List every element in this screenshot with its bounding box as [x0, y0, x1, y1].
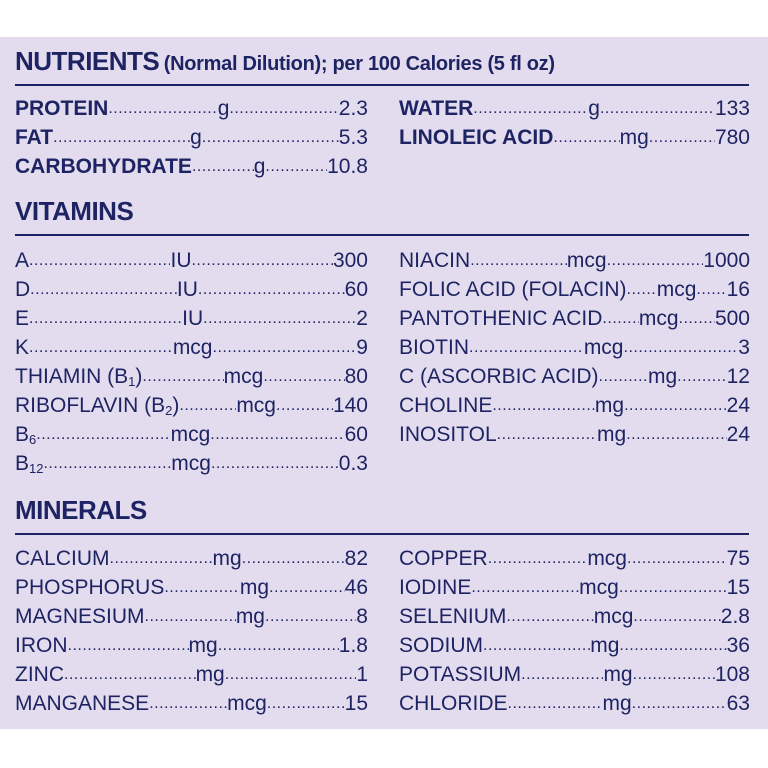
nutrient-row: [15, 246, 368, 275]
nutrient-subscript: 12: [29, 461, 44, 476]
dot-leader: [602, 304, 638, 333]
nutrient-name-text: THIAMIN (B: [15, 365, 129, 388]
dot-leader: [553, 123, 619, 152]
nutrient-name-text: B: [15, 423, 30, 446]
nutrient-subscript: 6: [29, 432, 37, 447]
nutrient-subscript: 1: [128, 374, 136, 389]
nutrient-name: [15, 544, 110, 573]
dot-leader: [36, 420, 170, 449]
nutrient-name: [15, 94, 108, 123]
dot-leader: [64, 660, 196, 689]
nutrient-row: [399, 631, 750, 660]
nutrient-name: [15, 631, 68, 660]
dot-leader: [627, 275, 657, 304]
nutrient-unit: mcg: [656, 278, 697, 301]
nutrient-name: [399, 660, 521, 689]
nutrient-name-text: POTASSIUM: [399, 663, 522, 686]
nutrient-name-suffix: ): [172, 394, 180, 417]
vitamins-title: VITAMINS: [15, 196, 134, 226]
nutrient-name-text: MANGANESE: [15, 692, 150, 715]
nutrients-header: [15, 46, 749, 86]
nutrient-unit: IU: [182, 307, 204, 330]
nutrient-name: [15, 449, 43, 478]
nutrient-unit: mcg: [223, 365, 264, 388]
nutrient-row: [399, 573, 750, 602]
nutrient-value: 500: [714, 307, 750, 330]
dot-leader: [624, 333, 739, 362]
nutrient-row: [15, 152, 368, 181]
nutrient-name-text: CHLORIDE: [399, 692, 508, 715]
dot-leader: [110, 544, 213, 573]
nutrient-unit: mg: [590, 634, 620, 657]
nutrient-name: [15, 573, 164, 602]
nutrient-row: [15, 123, 368, 152]
dot-leader: [619, 573, 727, 602]
dot-leader: [142, 362, 223, 391]
nutrient-value: 1000: [703, 249, 750, 272]
dot-leader: [202, 123, 339, 152]
nutrient-name-text: CHOLINE: [399, 394, 493, 417]
nutrient-row: [399, 333, 750, 362]
dot-leader: [633, 660, 715, 689]
nutrient-name-text: SODIUM: [399, 634, 483, 657]
nutrient-value: 8: [356, 605, 368, 628]
nutrient-name: [399, 602, 506, 631]
nutrient-name-text: MAGNESIUM: [15, 605, 145, 628]
nutrient-name: [15, 304, 29, 333]
nutrient-value: 24: [726, 394, 750, 417]
nutrient-value: 3: [738, 336, 750, 359]
minerals-left-list: [15, 544, 368, 718]
nutrient-name: [15, 420, 36, 449]
nutrient-value: 2.8: [720, 605, 750, 628]
nutrient-unit: mcg: [579, 576, 619, 599]
minerals-title: MINERALS: [15, 495, 147, 525]
dot-leader: [267, 689, 345, 718]
nutrients-right-list: [399, 94, 750, 152]
nutrient-unit: mg: [603, 663, 633, 686]
dot-leader: [600, 94, 715, 123]
nutrient-row: [15, 449, 368, 478]
nutrient-unit: mg: [594, 394, 625, 417]
nutrient-value: 15: [344, 692, 368, 715]
nutrient-unit: g: [190, 126, 202, 149]
nutrient-unit: mg: [212, 547, 242, 570]
nutrients-title: NUTRIENTS: [15, 46, 160, 76]
minerals-right-list: [399, 544, 750, 718]
nutrient-name: [15, 275, 30, 304]
nutrient-unit: mcg: [172, 336, 213, 359]
nutrient-unit: g: [588, 97, 600, 120]
nutrient-name-text: PROTEIN: [15, 97, 109, 120]
nutrient-unit: mcg: [227, 692, 267, 715]
nutrient-value: 133: [714, 97, 750, 120]
nutrient-unit: mcg: [583, 336, 624, 359]
nutrient-name: [399, 304, 602, 333]
dot-leader: [145, 602, 236, 631]
dot-leader: [679, 304, 715, 333]
dot-leader: [225, 660, 357, 689]
nutrients-left-list: [15, 94, 368, 181]
nutrient-name: [399, 544, 488, 573]
dot-leader: [471, 573, 579, 602]
dot-leader: [213, 333, 357, 362]
dot-leader: [607, 246, 704, 275]
nutrient-name-text: FOLIC ACID (FOLACIN): [399, 278, 627, 301]
nutrient-unit: mcg: [171, 452, 211, 475]
dot-leader: [149, 689, 227, 718]
nutrient-unit: mg: [597, 423, 627, 446]
nutrient-unit: mcg: [236, 394, 276, 417]
dot-leader: [483, 631, 590, 660]
nutrient-name-text: IODINE: [399, 576, 472, 599]
nutrient-value: 63: [726, 692, 750, 715]
nutrient-unit: mcg: [170, 423, 211, 446]
nutrient-name-text: COPPER: [399, 547, 488, 570]
nutrient-value: 1.8: [338, 634, 368, 657]
nutrient-name-text: WATER: [399, 97, 474, 120]
vitamins-left-list: [15, 246, 368, 478]
nutrient-value: 2: [356, 307, 368, 330]
nutrient-name-suffix: ): [135, 365, 143, 388]
nutrient-unit: mcg: [593, 605, 634, 628]
nutrient-name: [15, 602, 145, 631]
dot-leader: [211, 449, 339, 478]
nutrient-name: [399, 246, 470, 275]
nutrient-value: 300: [332, 249, 368, 272]
nutrient-row: [15, 275, 368, 304]
nutrient-name: [15, 123, 53, 152]
dot-leader: [521, 660, 603, 689]
dot-leader: [192, 152, 254, 181]
nutrient-unit: IU: [176, 278, 198, 301]
nutrient-name: [15, 391, 179, 420]
dot-leader: [696, 275, 726, 304]
nutrient-name: [15, 152, 192, 181]
nutrient-name-text: LINOLEIC ACID: [399, 126, 554, 149]
nutrient-name-text: K: [15, 336, 30, 359]
nutrient-value: 46: [344, 576, 368, 599]
nutrient-unit: mg: [195, 663, 225, 686]
nutrient-value: 5.3: [338, 126, 368, 149]
vitamins-header: [15, 196, 749, 236]
nutrient-value: 75: [726, 547, 750, 570]
nutrient-row: [15, 602, 368, 631]
dot-leader: [627, 544, 727, 573]
nutrient-value: 140: [332, 394, 368, 417]
nutrient-name: [399, 573, 471, 602]
dot-leader: [265, 602, 356, 631]
nutrient-name-text: NIACIN: [399, 249, 471, 272]
nutrient-unit: mg: [647, 365, 678, 388]
nutrient-row: [15, 304, 368, 333]
dot-leader: [210, 420, 344, 449]
nutrient-name: [399, 362, 599, 391]
nutrient-row: [15, 660, 368, 689]
nutrient-value: 10.8: [327, 155, 368, 178]
nutrient-value: 24: [726, 423, 750, 446]
nutrient-value: 82: [344, 547, 368, 570]
nutrient-name: [399, 631, 483, 660]
nutrient-unit: g: [253, 155, 266, 178]
dot-leader: [191, 246, 332, 275]
nutrient-row: [399, 246, 750, 275]
dot-leader: [108, 94, 217, 123]
nutrient-value: 108: [714, 663, 750, 686]
dot-leader: [263, 362, 344, 391]
dot-leader: [265, 152, 327, 181]
dot-leader: [473, 94, 588, 123]
nutrient-unit: IU: [170, 249, 192, 272]
dot-leader: [677, 362, 726, 391]
nutrient-unit: mg: [619, 126, 649, 149]
dot-leader: [506, 602, 593, 631]
dot-leader: [29, 246, 170, 275]
minerals-header: [15, 495, 749, 535]
dot-leader: [30, 275, 177, 304]
nutrient-name: [399, 689, 508, 718]
nutrient-name: [399, 420, 497, 449]
nutrient-name: [399, 94, 473, 123]
dot-leader: [29, 304, 182, 333]
nutrient-name-text: RIBOFLAVIN (B: [15, 394, 166, 417]
dot-leader: [198, 275, 345, 304]
dot-leader: [508, 689, 603, 718]
nutrient-name: [15, 660, 64, 689]
nutrient-name-text: BIOTIN: [399, 336, 470, 359]
dot-leader: [68, 631, 189, 660]
nutrient-name-text: B: [15, 452, 30, 475]
nutrient-value: 60: [344, 278, 368, 301]
dot-leader: [276, 391, 333, 420]
dot-leader: [488, 544, 588, 573]
nutrient-name: [15, 333, 29, 362]
nutrient-row: [15, 94, 368, 123]
nutrient-unit: mg: [188, 634, 218, 657]
nutrient-row: [399, 689, 750, 718]
nutrient-row: [15, 631, 368, 660]
nutrient-name-text: D: [15, 278, 31, 301]
dot-leader: [632, 689, 727, 718]
nutrient-row: [15, 544, 368, 573]
nutrient-name-text: IRON: [15, 634, 68, 657]
nutrient-row: [399, 362, 750, 391]
dot-leader: [229, 94, 338, 123]
dot-leader: [43, 449, 171, 478]
nutrient-name: [15, 246, 29, 275]
nutrient-unit: mg: [602, 692, 632, 715]
nutrient-name-text: C (ASCORBIC ACID): [399, 365, 599, 388]
nutrient-value: 9: [356, 336, 368, 359]
nutrient-value: 780: [714, 126, 750, 149]
nutrient-unit: mcg: [566, 249, 607, 272]
dot-leader: [218, 631, 339, 660]
dot-leader: [53, 123, 190, 152]
dot-leader: [164, 573, 240, 602]
nutrient-row: [399, 275, 750, 304]
nutrient-row: [15, 689, 368, 718]
nutrient-row: [15, 333, 368, 362]
dot-leader: [492, 391, 595, 420]
nutrient-row: [399, 94, 750, 123]
dot-leader: [469, 333, 584, 362]
nutrient-value: 60: [344, 423, 368, 446]
nutrient-unit: g: [217, 97, 230, 120]
nutrient-name-text: A: [15, 249, 30, 272]
nutrient-value: 36: [726, 634, 750, 657]
nutrient-unit: mcg: [587, 547, 627, 570]
nutrient-name: [399, 391, 492, 420]
nutrient-unit: mg: [235, 605, 265, 628]
nutrient-name: [399, 275, 627, 304]
vitamins-right-list: [399, 246, 750, 449]
nutrient-name-text: INOSITOL: [399, 423, 497, 446]
nutrient-row: [399, 420, 750, 449]
nutrient-subscript: 2: [165, 403, 173, 418]
dot-leader: [470, 246, 567, 275]
dot-leader: [29, 333, 173, 362]
dot-leader: [599, 362, 648, 391]
dot-leader: [626, 420, 726, 449]
nutrients-subtitle: (Normal Dilution); per 100 Calories (5 fl oz): [163, 53, 555, 75]
nutrient-row: [15, 420, 368, 449]
nutrient-value: 15: [726, 576, 750, 599]
dot-leader: [497, 420, 597, 449]
nutrient-unit: mcg: [638, 307, 679, 330]
dot-leader: [242, 544, 345, 573]
nutrient-name-text: ZINC: [15, 663, 64, 686]
dot-leader: [179, 391, 236, 420]
dot-leader: [624, 391, 727, 420]
nutrient-value: 80: [344, 365, 368, 388]
nutrient-value: 2.3: [338, 97, 368, 120]
dot-leader: [649, 123, 715, 152]
nutrient-name-text: E: [15, 307, 30, 330]
nutrient-name-text: FAT: [15, 126, 54, 149]
nutrient-row: [399, 660, 750, 689]
nutrient-row: [15, 362, 368, 391]
dot-leader: [269, 573, 345, 602]
nutrient-name: [399, 123, 553, 152]
nutrient-row: [399, 602, 750, 631]
nutrient-name: [399, 333, 469, 362]
nutrient-row: [15, 573, 368, 602]
nutrient-unit: mg: [239, 576, 270, 599]
dot-leader: [619, 631, 726, 660]
nutrient-name-text: PANTOTHENIC ACID: [399, 307, 603, 330]
nutrient-value: 1: [356, 663, 368, 686]
dot-leader: [633, 602, 720, 631]
nutrient-name-text: PHOSPHORUS: [15, 576, 165, 599]
nutrient-row: [399, 391, 750, 420]
nutrient-name-text: SELENIUM: [399, 605, 507, 628]
nutrient-value: 16: [726, 278, 750, 301]
nutrient-row: [15, 391, 368, 420]
nutrient-value: 0.3: [338, 452, 368, 475]
nutrient-row: [399, 544, 750, 573]
nutrient-row: [399, 304, 750, 333]
dot-leader: [203, 304, 356, 333]
nutrient-value: 12: [726, 365, 750, 388]
nutrient-name-text: CALCIUM: [15, 547, 110, 570]
nutrient-name: [15, 689, 149, 718]
nutrient-name: [15, 362, 142, 391]
nutrient-row: [399, 123, 750, 152]
nutrient-name-text: CARBOHYDRATE: [15, 155, 192, 178]
